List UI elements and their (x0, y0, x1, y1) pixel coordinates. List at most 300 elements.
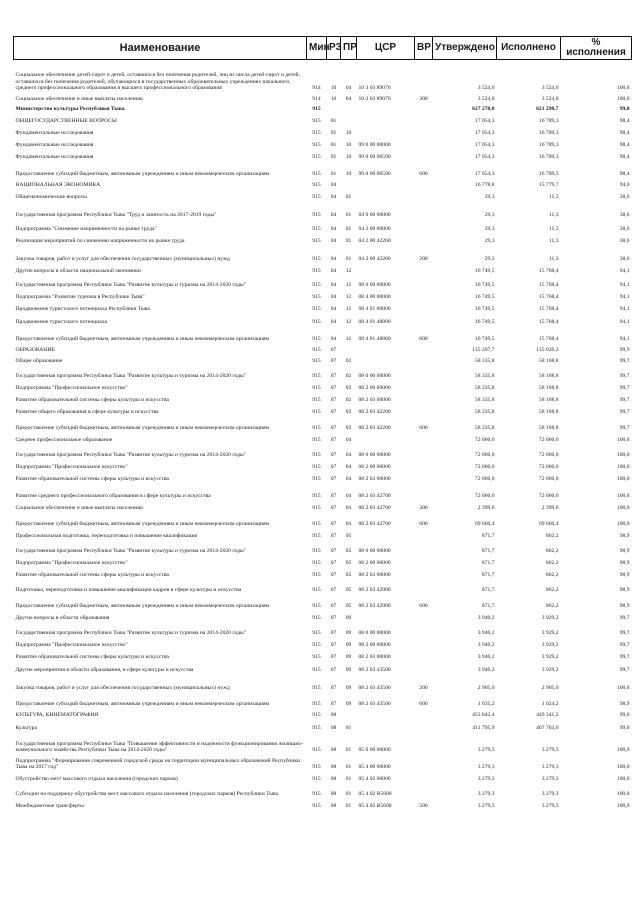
header-name: Наименование (14, 37, 307, 60)
row-pr: 09 (345, 685, 352, 692)
row-approved: 3 524,0 (477, 85, 495, 92)
row-csr (357, 610, 415, 622)
row-vr (415, 404, 433, 416)
row-name: Обустройство мест массового отдыха населения (городских парков) (15, 776, 178, 783)
table-row (14, 301, 632, 313)
table-row (14, 392, 632, 404)
row-approved: 29,3 (484, 212, 495, 219)
row-name: Развитие образовательной системы сферы культуры и искусства (15, 397, 169, 404)
row-rz: 08 (330, 791, 337, 798)
row-min: 915 (312, 319, 321, 326)
table-row (14, 149, 632, 161)
row-vr (415, 289, 433, 301)
row-rz: 01 (330, 130, 337, 137)
row-vr: 200 (419, 685, 428, 692)
table-row (14, 540, 632, 555)
row-percent: 99,9 (619, 347, 630, 354)
row-executed: 407 763,0 (536, 725, 559, 732)
row-rz: 07 (330, 630, 337, 637)
table-row (14, 137, 632, 149)
row-rz: 04 (330, 212, 337, 219)
row-min: 915 (312, 256, 321, 263)
row-executed: 16 789,3 (538, 142, 559, 149)
row-percent: 100,0 (616, 747, 630, 754)
table-row (14, 92, 632, 103)
row-min: 915 (312, 373, 321, 380)
row-csr (357, 125, 415, 137)
row-vr (415, 622, 433, 637)
header-min: Мин (307, 37, 327, 60)
row-percent: 38,6 (619, 212, 630, 219)
row-vr (415, 719, 433, 732)
row-rz (327, 103, 341, 113)
row-executed: 15 768,4 (538, 336, 559, 343)
row-percent: 94,1 (619, 336, 630, 343)
table-row (14, 483, 632, 500)
table-row (14, 326, 632, 343)
header-vr: ВР (415, 37, 433, 60)
table-row (14, 365, 632, 380)
row-executed: 72 060,0 (538, 464, 559, 471)
table-row (14, 103, 632, 113)
row-executed: 58 168,8 (538, 385, 559, 392)
row-approved: 58 335,8 (474, 409, 495, 416)
row-percent: 98,9 (619, 587, 630, 594)
row-executed: 1 024,2 (541, 701, 559, 708)
row-csr: 04 2 00 42260 (358, 256, 391, 263)
row-percent: 98,4 (619, 154, 630, 161)
row-csr (357, 189, 415, 201)
row-executed: 58 168,8 (538, 397, 559, 404)
row-name: Закупка товаров, работ и услуг для обеспечения государственных (муниципальных) нужд (15, 685, 230, 692)
row-csr: 08 4 01 48800 (358, 319, 391, 326)
row-vr (415, 444, 433, 459)
row-name: Государственная программа Республики Тыва "Развитие культуры и туризма на 2014-2020 годы" (15, 282, 247, 289)
row-min: 915 (312, 425, 321, 432)
row-min: 915 (312, 294, 321, 301)
row-csr: 08 2 03 00000 (358, 654, 391, 661)
row-percent: 100,0 (616, 803, 630, 810)
row-csr: 05 0 00 00000 (358, 747, 391, 754)
row-csr: 08 2 03 42200 (358, 409, 391, 416)
row-csr: 05 4 02 00000 (358, 776, 391, 783)
row-percent: 38,6 (619, 256, 630, 263)
table-row (14, 313, 632, 326)
row-rz: 07 (330, 385, 337, 392)
row-percent: 99,7 (619, 642, 630, 649)
row-csr: 08 2 00 00000 (358, 560, 391, 567)
row-pr: 02 (345, 358, 352, 365)
row-min: 915 (312, 548, 321, 555)
row-pr: 09 (345, 667, 352, 674)
row-rz: 04 (330, 182, 337, 189)
row-percent: 100,0 (616, 685, 630, 692)
row-pr: 12 (345, 319, 352, 326)
row-min: 915 (312, 452, 321, 459)
row-pr: 12 (345, 294, 352, 301)
row-vr (415, 343, 433, 354)
row-approved: 16 749,5 (474, 282, 495, 289)
row-pr (341, 113, 357, 125)
row-vr (415, 233, 433, 245)
row-executed: 72 060,0 (538, 476, 559, 483)
row-min: 915 (312, 268, 321, 275)
row-name: Общее образование (15, 358, 63, 365)
row-approved: 72 060,0 (474, 476, 495, 483)
row-percent: 99,7 (619, 654, 630, 661)
row-min: 915 (312, 118, 321, 125)
row-percent: 100,0 (616, 521, 630, 528)
row-csr: 08 2 03 42200 (358, 425, 391, 432)
row-min: 915 (312, 521, 321, 528)
row-percent: 100,0 (616, 452, 630, 459)
row-name: Развитие образовательной системы сферы культуры и искусства (15, 476, 169, 483)
row-percent: 94,1 (619, 294, 630, 301)
row-csr: 04 2 00 00000 (358, 226, 391, 233)
row-approved: 871,7 (481, 560, 495, 567)
table-row (14, 594, 632, 610)
row-name: Подготовка, переподготовка и повышение квалификации кадров в сфере культуры и искусства (15, 587, 242, 594)
row-percent: 99,7 (619, 615, 630, 622)
row-percent: 94,1 (619, 282, 630, 289)
row-executed: 449 341,2 (536, 712, 559, 719)
row-rz: 07 (330, 654, 337, 661)
table-row (14, 60, 632, 92)
row-approved: 871,7 (481, 533, 495, 540)
row-approved: 72 060,0 (474, 493, 495, 500)
row-pr: 09 (345, 701, 352, 708)
row-vr (415, 783, 433, 798)
row-min: 915 (312, 464, 321, 471)
row-vr (415, 392, 433, 404)
table-row (14, 178, 632, 189)
row-vr (415, 60, 433, 92)
row-csr: 08 4 00 00000 (358, 294, 391, 301)
row-name: Подпрограмма "Профессиональное искусство" (15, 385, 128, 392)
row-vr (415, 354, 433, 365)
row-executed: 69 660,4 (538, 521, 559, 528)
row-percent: 100,0 (616, 85, 630, 92)
row-vr (415, 149, 433, 161)
row-name: Развитие образовательной системы сферы культуры и искусства (15, 572, 169, 579)
row-vr (415, 649, 433, 661)
row-vr (415, 113, 433, 125)
header-percent (561, 37, 632, 60)
row-vr (415, 732, 433, 754)
row-percent: 99,7 (619, 373, 630, 380)
row-rz: 04 (330, 256, 337, 263)
row-name: Социальное обеспечение и иные выплаты населению (15, 96, 143, 103)
row-min: 915 (312, 130, 321, 137)
row-min: 915 (312, 409, 321, 416)
row-percent: 100,0 (616, 764, 630, 771)
row-min: 915 (312, 764, 321, 771)
row-percent: 100,0 (616, 776, 630, 783)
table-row (14, 500, 632, 512)
row-csr: 08 2 03 43500 (358, 701, 391, 708)
table-row (14, 732, 632, 754)
row-csr: 08 2 03 43500 (358, 667, 391, 674)
row-percent: 98,4 (619, 118, 630, 125)
row-percent: 100,0 (616, 96, 630, 103)
row-pr: 10 (345, 142, 352, 149)
table-row (14, 622, 632, 637)
row-name: Развитие общего образования в сфере культуры и искусства (15, 409, 159, 416)
row-approved: 16 749,5 (474, 306, 495, 313)
row-min: 915 (312, 572, 321, 579)
row-rz: 07 (330, 587, 337, 594)
row-executed: 58 168,8 (538, 409, 559, 416)
row-rz: 04 (330, 319, 337, 326)
row-name: Продвижение туристского потенциала (15, 319, 108, 326)
row-csr: 08 4 01 00000 (358, 306, 391, 313)
row-name: ОБЩЕГОСУДАРСТВЕННЫЕ ВОПРОСЫ (15, 118, 117, 125)
row-executed: 135 020,2 (536, 347, 559, 354)
row-rz: 01 (330, 154, 337, 161)
row-min: 915 (312, 701, 321, 708)
row-vr (415, 380, 433, 392)
row-percent: 94,0 (619, 182, 630, 189)
row-approved: 58 335,8 (474, 397, 495, 404)
row-percent: 100,0 (616, 791, 630, 798)
row-name: Предоставление субсидий бюджетным, автономным учреждениям и иным некоммерческим организациям (15, 701, 270, 708)
row-percent: 38,6 (619, 238, 630, 245)
row-csr: 08 0 00 00000 (358, 373, 391, 380)
row-percent: 100,0 (616, 505, 630, 512)
row-rz: 07 (330, 548, 337, 555)
row-vr: 600 (419, 603, 428, 610)
row-csr: 08 2 03 00000 (358, 397, 391, 404)
row-executed: 58 168,8 (538, 373, 559, 380)
row-csr: 08 0 00 00000 (358, 548, 391, 555)
row-approved: 871,7 (481, 548, 495, 555)
row-csr: 08 2 03 42700 (358, 521, 391, 528)
row-percent: 99,7 (619, 425, 630, 432)
row-min: 915 (312, 493, 321, 500)
table-row (14, 233, 632, 245)
row-approved: 3 940,2 (477, 667, 495, 674)
row-min: 915 (312, 603, 321, 610)
row-percent: 100,0 (616, 476, 630, 483)
row-approved: 16 749,5 (474, 294, 495, 301)
row-min: 915 (312, 282, 321, 289)
row-pr: 12 (345, 336, 352, 343)
row-pr: 02 (345, 397, 352, 404)
row-percent: 99,7 (619, 630, 630, 637)
row-rz: 07 (330, 452, 337, 459)
row-min: 915 (312, 238, 321, 245)
table-row (14, 512, 632, 528)
row-executed: 72 060,0 (538, 493, 559, 500)
row-approved: 58 335,8 (474, 385, 495, 392)
row-pr: 05 (345, 560, 352, 567)
row-csr (357, 178, 415, 189)
row-min: 915 (312, 106, 321, 113)
row-min: 915 (312, 630, 321, 637)
row-rz: 04 (330, 226, 337, 233)
row-csr: 08 2 03 00000 (358, 572, 391, 579)
row-executed: 621 298,7 (536, 106, 559, 113)
row-approved: 16 778,8 (474, 182, 495, 189)
row-csr: 08 2 00 00000 (358, 642, 391, 649)
row-pr: 04 (345, 452, 352, 459)
row-csr: 08 2 03 42700 (358, 505, 391, 512)
row-executed: 2 905,0 (541, 685, 559, 692)
header-percent-sign: % (591, 37, 601, 48)
budget-table (13, 36, 632, 810)
row-rz: 07 (330, 572, 337, 579)
row-executed: 3 524,0 (541, 85, 559, 92)
header-rz: РЗ (327, 37, 341, 60)
row-vr (415, 201, 433, 219)
row-vr (415, 103, 433, 113)
table-row (14, 444, 632, 459)
row-percent: 99,7 (619, 358, 630, 365)
row-pr: 04 (345, 437, 352, 444)
row-min: 915 (312, 437, 321, 444)
row-pr: 01 (345, 803, 352, 810)
row-min: 915 (312, 791, 321, 798)
row-pr: 10 (345, 154, 352, 161)
row-rz: 08 (330, 764, 337, 771)
row-min: 915 (312, 667, 321, 674)
row-csr: 08 2 03 42700 (358, 493, 391, 500)
row-name: Подпрограмма "Снижение напряженности на рынке труда" (15, 226, 157, 233)
row-approved: 17 054,3 (474, 118, 495, 125)
row-approved: 3 279,3 (477, 803, 495, 810)
row-approved: 16 749,5 (474, 268, 495, 275)
row-name: Государственная программа Республики Тыва "Развитие культуры и туризма на 2014-2020 годы" (15, 452, 247, 459)
table-row (14, 579, 632, 594)
row-name: Межбюджетные трансферты (15, 803, 84, 810)
row-name: Другие вопросы в области образования (15, 615, 110, 622)
row-name: Культура (15, 725, 37, 732)
row-csr: 99 0 00 00000 (358, 142, 391, 149)
row-rz: 04 (330, 238, 337, 245)
row-min: 915 (312, 725, 321, 732)
table-row (14, 649, 632, 661)
row-name: Подпрограмма "Профессиональное искусство" (15, 464, 128, 471)
row-vr: 600 (419, 171, 428, 178)
row-csr (357, 719, 415, 732)
row-executed: 15 768,4 (538, 294, 559, 301)
row-name: Государственная программа Республики Тыва "Развитие культуры и туризма на 2014-2020 годы" (15, 630, 247, 637)
table-row (14, 189, 632, 201)
row-rz: 07 (330, 667, 337, 674)
row-csr (357, 343, 415, 354)
row-name: Предоставление субсидий бюджетным, автономным учреждениям и иным некоммерческим организациям (15, 336, 270, 343)
table-row (14, 555, 632, 567)
row-rz: 07 (330, 642, 337, 649)
row-rz: 04 (330, 194, 337, 201)
row-executed: 862,2 (545, 572, 559, 579)
row-percent: 98,4 (619, 142, 630, 149)
row-name: Министерство культуры Республики Тыва (15, 106, 125, 113)
row-csr (357, 103, 415, 113)
row-executed: 58 168,8 (538, 425, 559, 432)
table-row (14, 567, 632, 579)
row-pr: 05 (345, 587, 352, 594)
row-executed: 11,3 (548, 256, 559, 263)
row-executed: 3 929,2 (541, 642, 559, 649)
row-percent: 99,0 (619, 712, 630, 719)
row-approved: 871,7 (481, 603, 495, 610)
row-vr: 300 (419, 505, 428, 512)
row-min: 915 (312, 154, 321, 161)
row-name: Государственная программа Республики Тыва "Повышение эффективности и надежности функционирования жилищно-коммунального хозяйства Республики Тыва на 2014-2020 годы" (15, 740, 304, 754)
table-row (14, 380, 632, 392)
row-min: 915 (312, 358, 321, 365)
row-min: 915 (312, 194, 321, 201)
row-pr: 10 (345, 171, 352, 178)
row-name: Фундаментальные исследования (15, 142, 94, 149)
row-min: 915 (312, 560, 321, 567)
row-name: Реализация мероприятий по снижению напряженности на рынке труда (15, 238, 185, 245)
row-pr: 02 (345, 425, 352, 432)
table-row (14, 201, 632, 219)
row-min: 915 (312, 803, 321, 810)
row-approved: 29,3 (484, 256, 495, 263)
table-body (14, 60, 632, 810)
row-min: 915 (312, 533, 321, 540)
row-approved: 3 940,2 (477, 615, 495, 622)
row-csr: 08 2 03 43500 (358, 685, 391, 692)
row-percent: 98,9 (619, 701, 630, 708)
row-rz: 07 (330, 347, 337, 354)
row-pr: 01 (345, 212, 352, 219)
table-row (14, 661, 632, 674)
row-vr: 600 (419, 701, 428, 708)
table-row (14, 692, 632, 708)
row-csr: 04 2 00 42260 (358, 238, 391, 245)
row-pr: 04 (345, 521, 352, 528)
row-pr: 09 (345, 642, 352, 649)
row-approved: 72 060,0 (474, 464, 495, 471)
row-pr: 04 (345, 505, 352, 512)
row-executed: 16 789,3 (538, 171, 559, 178)
row-name: Продвижение туристского потенциала Республики Тыва (15, 306, 150, 313)
header-pr: ПР (341, 37, 357, 60)
row-rz: 01 (330, 171, 337, 178)
row-rz: 07 (330, 685, 337, 692)
table-row (14, 771, 632, 783)
table-row (14, 637, 632, 649)
row-vr (415, 708, 433, 719)
table-header (14, 37, 632, 60)
table-row (14, 219, 632, 233)
table-row (14, 754, 632, 771)
row-pr: 09 (345, 654, 352, 661)
row-approved: 58 335,8 (474, 425, 495, 432)
row-csr: 08 0 00 00000 (358, 452, 391, 459)
table-row (14, 113, 632, 125)
row-approved: 2 399,6 (477, 505, 495, 512)
row-executed: 15 768,4 (538, 282, 559, 289)
row-pr: 10 (345, 130, 352, 137)
row-executed: 3 279,3 (541, 747, 559, 754)
row-executed: 3 279,3 (541, 803, 559, 810)
row-percent: 98,9 (619, 603, 630, 610)
row-executed: 3 929,2 (541, 630, 559, 637)
row-min: 914 (312, 96, 321, 103)
row-csr: 08 0 00 00000 (358, 282, 391, 289)
row-csr (357, 113, 415, 125)
row-percent: 94,1 (619, 306, 630, 313)
row-percent: 98,9 (619, 560, 630, 567)
table-row (14, 798, 632, 810)
row-rz: 07 (330, 373, 337, 380)
row-approved: 3 279,3 (477, 776, 495, 783)
